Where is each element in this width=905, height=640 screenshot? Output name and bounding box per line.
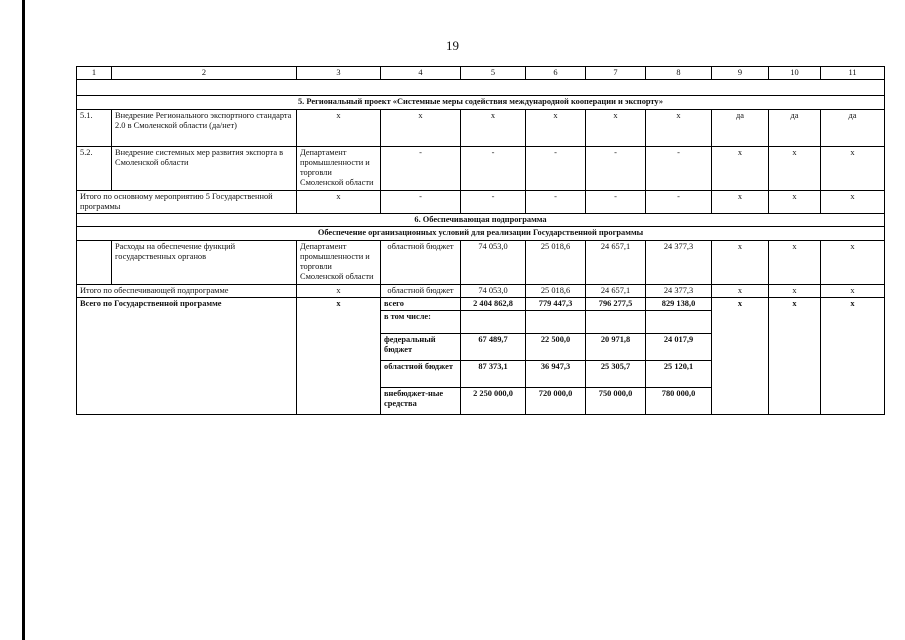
row-name: Расходы на обеспечение функций государственных органов (112, 240, 297, 284)
cell: х (646, 109, 712, 146)
row-number (77, 240, 112, 284)
cell: - (381, 146, 461, 190)
cell: да (712, 109, 769, 146)
cell (586, 311, 646, 334)
cell: х (712, 297, 769, 414)
scan-left-edge (22, 0, 25, 640)
cell: 67 489,7 (461, 334, 526, 361)
cell: х (297, 109, 381, 146)
cell: - (526, 190, 586, 214)
cell: х (712, 146, 769, 190)
column-number-row (77, 67, 885, 80)
cell: - (461, 190, 526, 214)
cell: 25 305,7 (586, 361, 646, 388)
row-name: Внедрение Регионального экспортного стандарта 2.0 в Смоленской области (да/нет) (112, 109, 297, 146)
cell: - (646, 146, 712, 190)
col-num: 9 (712, 67, 769, 80)
cell: х (821, 190, 885, 214)
total-6-row (77, 284, 885, 297)
cell: 24 377,3 (646, 284, 712, 297)
cell: 74 053,0 (461, 240, 526, 284)
col-num: 7 (586, 67, 646, 80)
cell: 87 373,1 (461, 361, 526, 388)
cell: да (769, 109, 821, 146)
cell: - (646, 190, 712, 214)
cell: 20 971,8 (586, 334, 646, 361)
col-num: 5 (461, 67, 526, 80)
source-label: федеральный бюджет (381, 334, 461, 361)
cell: х (769, 190, 821, 214)
cell: х (381, 109, 461, 146)
cell: х (821, 297, 885, 414)
cell: 24 657,1 (586, 240, 646, 284)
grand-total-row-all (77, 297, 885, 310)
cell: 25 120,1 (646, 361, 712, 388)
cell: х (461, 109, 526, 146)
source-label: в том числе: (381, 311, 461, 334)
section-6-subtitle-row (77, 227, 885, 240)
col-num: 1 (77, 67, 112, 80)
cell: х (821, 284, 885, 297)
cell: х (769, 284, 821, 297)
section-5-title-row (77, 96, 885, 109)
cell: х (712, 240, 769, 284)
cell: - (586, 190, 646, 214)
total-5-row (77, 190, 885, 214)
cell: х (769, 297, 821, 414)
cell: 36 947,3 (526, 361, 586, 388)
cell: 24 017,9 (646, 334, 712, 361)
col-num: 8 (646, 67, 712, 80)
col-num: 11 (821, 67, 885, 80)
cell: 780 000,0 (646, 388, 712, 415)
row-5-2 (77, 146, 885, 190)
cell: 779 447,3 (526, 297, 586, 310)
cell: х (821, 240, 885, 284)
cell: 25 018,6 (526, 240, 586, 284)
cell (646, 311, 712, 334)
cell: х (769, 240, 821, 284)
col-num: 6 (526, 67, 586, 80)
cell: 2 250 000,0 (461, 388, 526, 415)
total-6-name: Итого по обеспечивающей подпрограмме (77, 284, 297, 297)
cell: - (381, 190, 461, 214)
row-6 (77, 240, 885, 284)
spacer-cell (77, 80, 885, 96)
cell: - (526, 146, 586, 190)
cell: х (821, 146, 885, 190)
section-6-title: 6. Обеспечивающая подпрограмма (77, 214, 885, 227)
row-number: 5.2. (77, 146, 112, 190)
cell: 74 053,0 (461, 284, 526, 297)
page-number: 19 (446, 38, 459, 53)
cell: да (821, 109, 885, 146)
cell: - (586, 146, 646, 190)
grand-total-executor: х (297, 297, 381, 414)
col-num: 2 (112, 67, 297, 80)
row-executor: Департамент промышленности и торговли Смоленской области (297, 240, 381, 284)
program-table (76, 66, 885, 415)
col-num: 10 (769, 67, 821, 80)
cell (526, 311, 586, 334)
row-executor: Департамент промышленности и торговли Смоленской области (297, 146, 381, 190)
cell: 750 000,0 (586, 388, 646, 415)
section-6-title-row (77, 214, 885, 227)
row-number: 5.1. (77, 109, 112, 146)
col-num: 3 (297, 67, 381, 80)
row-5-1 (77, 109, 885, 146)
cell: х (712, 190, 769, 214)
source-label: областной бюджет (381, 361, 461, 388)
cell: х (526, 109, 586, 146)
cell: 24 657,1 (586, 284, 646, 297)
section-6-subtitle: Обеспечение организационных условий для реализации Государственной программы (77, 227, 885, 240)
total-6-executor: х (297, 284, 381, 297)
cell: 2 404 862,8 (461, 297, 526, 310)
col-num: 4 (381, 67, 461, 80)
cell: х (712, 284, 769, 297)
grand-total-name: Всего по Государственной программе (77, 297, 297, 414)
source-label: внебюджет-ные средства (381, 388, 461, 415)
cell (461, 311, 526, 334)
row-source: областной бюджет (381, 284, 461, 297)
cell: 22 500,0 (526, 334, 586, 361)
cell: х (297, 190, 381, 214)
total-5-name: Итого по основному мероприятию 5 Государственной программы (77, 190, 297, 214)
section-5-title: 5. Региональный проект «Системные меры содействия международной кооперации и экспорту» (77, 96, 885, 109)
cell: 24 377,3 (646, 240, 712, 284)
cell: х (586, 109, 646, 146)
cell: 796 277,5 (586, 297, 646, 310)
spacer-row (77, 80, 885, 96)
source-label: всего (381, 297, 461, 310)
cell: 720 000,0 (526, 388, 586, 415)
row-source: областной бюджет (381, 240, 461, 284)
cell: х (769, 146, 821, 190)
row-name: Внедрение системных мер развития экспорта в Смоленской области (112, 146, 297, 190)
cell: 25 018,6 (526, 284, 586, 297)
cell: 829 138,0 (646, 297, 712, 310)
cell: - (461, 146, 526, 190)
